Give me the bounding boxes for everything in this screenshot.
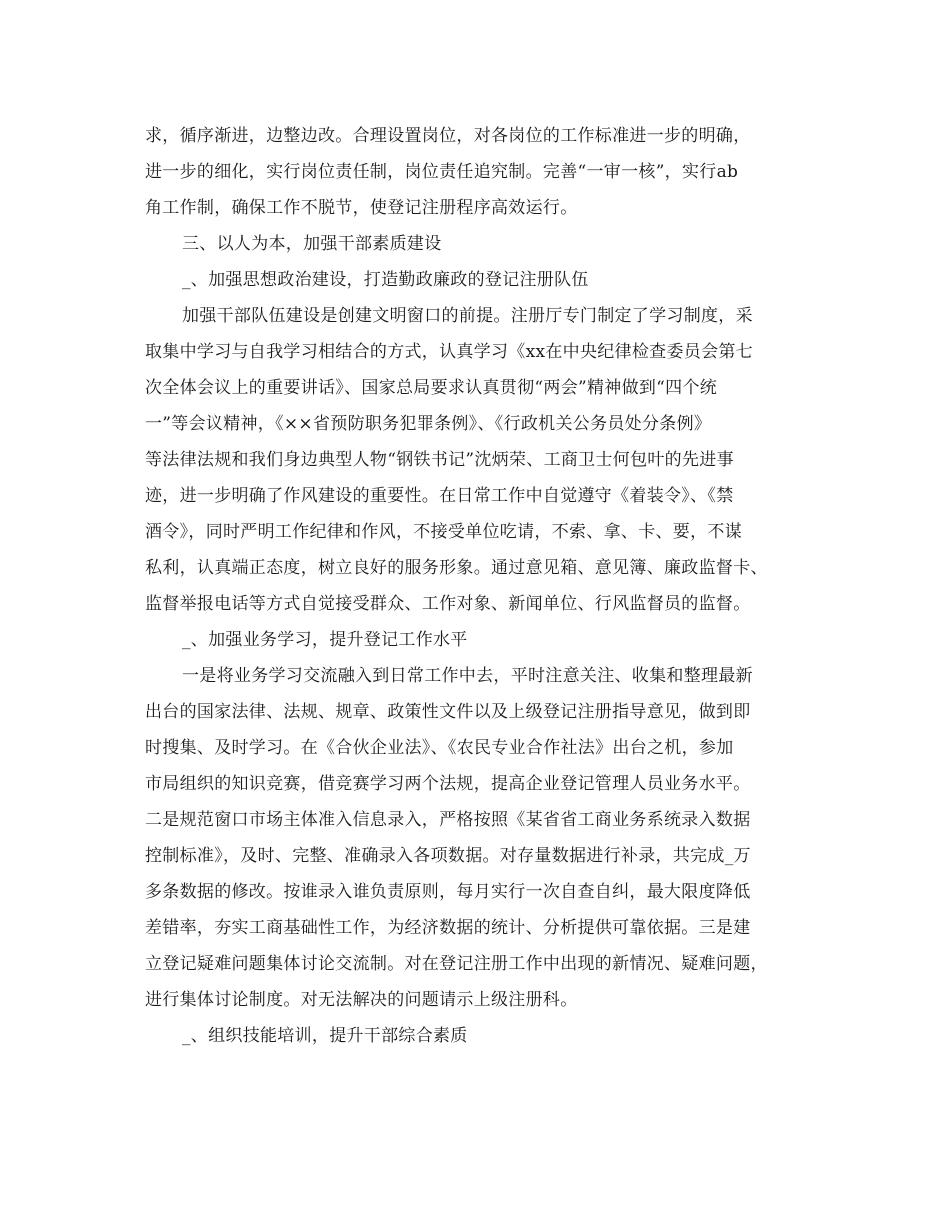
- text-line: 取集中学习与自我学习相结合的方式，认真学习《xx在中央纪律检查委员会第七: [145, 342, 753, 362]
- text-line: 二是规范窗口市场主体准入信息录入，严格按照《某省省工商业务系统录入数据: [145, 810, 751, 830]
- subsection-heading: _、加强业务学习，提升登记工作水平: [182, 630, 468, 650]
- subsection-heading: _、加强思想政治建设，打造勤政廉政的登记注册队伍: [182, 270, 589, 290]
- text-line: 一”等会议精神，《××省预防职务犯罪条例》、《行政机关公务员处分条例》: [145, 414, 712, 434]
- text-line: 角工作制，确保工作不脱节，使登记注册程序高效运行。: [145, 198, 578, 218]
- text-line: 进行集体讨论制度。对无法解决的问题请示上级注册科。: [145, 990, 578, 1010]
- text-line: 次全体会议上的重要讲话》、国家总局要求认真贯彻“两会”精神做到“四个统: [145, 378, 718, 398]
- text-line: 出台的国家法律、法规、规章、政策性文件以及上级登记注册指导意见，做到即: [145, 702, 751, 722]
- text-line: 立登记疑难问题集体讨论交流制。对在登记注册工作中出现的新情况、疑难问题，: [145, 954, 768, 974]
- text-line: 进一步的细化，实行岗位责任制，岗位责任追究制。完善“一审一核”，实行ab: [145, 162, 739, 182]
- text-line: 迹，进一步明确了作风建设的重要性。在日常工作中自觉遵守《着装令》、《禁: [145, 486, 734, 506]
- text-line: 酒令》，同时严明工作纪律和作风，不接受单位吃请，不索、拿、卡、要，不谋: [145, 522, 742, 542]
- section-heading: 三、以人为本，加强干部素质建设: [182, 234, 442, 254]
- text-line: 监督举报电话等方式自觉接受群众、工作对象、新闻单位、行风监督员的监督。: [145, 594, 751, 614]
- text-line: 多条数据的修改。按谁录入谁负责原则，每月实行一次自查自纠，最大限度降低: [145, 882, 751, 902]
- subsection-heading: _、组织技能培训，提升干部综合素质: [182, 1026, 468, 1046]
- text-line: 时搜集、及时学习。在《合伙企业法》、《农民专业合作社法》出台之机，参加: [145, 738, 734, 758]
- text-line: 一是将业务学习交流融入到日常工作中去，平时注意关注、收集和整理最新: [182, 666, 753, 686]
- text-line: 私利，认真端正态度，树立良好的服务形象。通过意见箱、意见簿、廉政监督卡、: [145, 558, 768, 578]
- text-line: 控制标准》，及时、完整、准确录入各项数据。对存量数据进行补录，共完成_万: [145, 846, 751, 866]
- text-line: 等法律法规和我们身边典型人物“钢铁书记”沈炳荣、工商卫士何包叶的先进事: [145, 450, 734, 470]
- text-line: 差错率，夯实工商基础性工作，为经济数据的统计、分析提供可靠依据。三是建: [145, 918, 751, 938]
- text-line: 市局组织的知识竞赛，借竞赛学习两个法规，提高企业登记管理人员业务水平。: [145, 774, 751, 794]
- text-line: 求，循序渐进，边整边改。合理设置岗位，对各岗位的工作标准进一步的明确，: [145, 126, 751, 146]
- text-line: 加强干部队伍建设是创建文明窗口的前提。注册厅专门制定了学习制度，采: [182, 306, 753, 326]
